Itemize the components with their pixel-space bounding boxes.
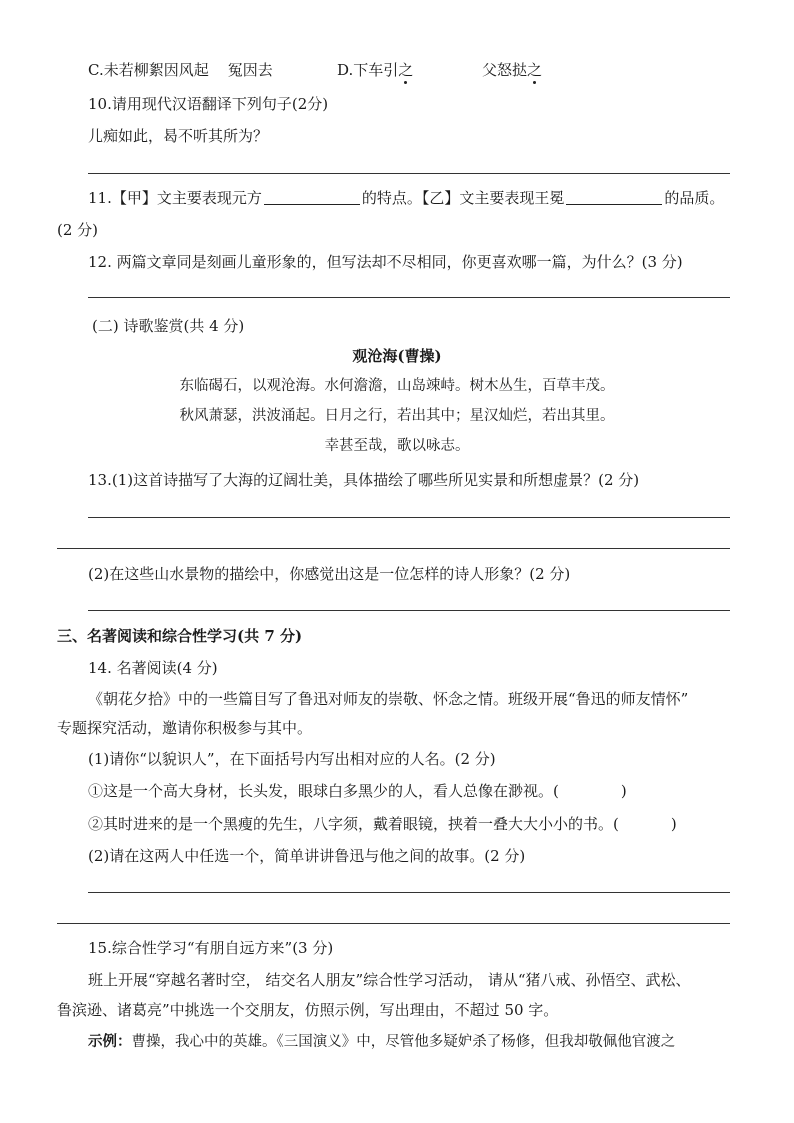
q12-text: 12. 两篇文章同是刻画儿童形象的，但写法却不尽相同，你更喜欢哪一篇，为什么？(3 分) [88, 253, 683, 271]
q9-option-d-dotted-char: 之 [398, 61, 414, 79]
q14-sub2: (2)请在这两人中任选一个，简单讲讲鲁迅与他之间的故事。(2 分) [88, 847, 526, 865]
poem-line-3: 幸甚至哉，歌以咏志。 [324, 438, 470, 454]
q14-answer-line-1[interactable] [88, 892, 730, 893]
poem-title: 观沧海(曹操) [352, 347, 442, 365]
q9-option-d-text: D.下车引 [337, 61, 399, 79]
q15-intro-2: 鲁滨逊、诸葛亮”中挑选一个交朋友，仿照示例，写出理由，不超过 50 字。 [57, 1001, 559, 1019]
q9-option-d-second-text: 父怒挞 [482, 61, 528, 79]
q14-item2 [88, 814, 677, 834]
section3-heading: 三、名著阅读和综合性学习(共 7 分) [57, 627, 303, 645]
q14-intro-1: 《朝花夕拾》中的一些篇目写了鲁迅对师友的崇敬、怀念之情。班级开展“鲁迅的师友情怀” [88, 690, 689, 708]
q13-answer-line-1[interactable] [88, 517, 730, 518]
q14-item2-close-paren: ) [670, 815, 677, 833]
q11-part1: 11.【甲】文主要表现元方 [88, 189, 262, 207]
q11-blank-1[interactable] [264, 189, 360, 205]
q14-answer-line-2[interactable] [57, 923, 730, 924]
q9-option-c-text: C.未若柳絮因风起 [88, 61, 209, 79]
q15-intro-1: 班上开展“穿越名著时空， 结交名人朋友”综合性学习活动， 请从“猪八戒、孙悟空、武松、 [88, 971, 691, 989]
q10-title: 10.请用现代汉语翻译下列句子(2分) [88, 95, 329, 113]
q13-part2: (2)在这些山水景物的描绘中，你感觉出这是一位怎样的诗人形象？(2 分) [88, 565, 571, 583]
q9-option-d-second-dotted-char: 之 [527, 61, 543, 79]
q15-example-label: 示例： [88, 1033, 132, 1050]
q14-intro-2: 专题探究活动，邀请你积极参与其中。 [57, 719, 313, 737]
q15-title: 15.综合性学习“有朋自远方来”(3 分) [88, 939, 334, 957]
q15-example-text: 曹操，我心中的英雄。《三国演义》中，尽管他多疑妒杀了杨修，但我却敬佩他官渡之 [131, 1034, 676, 1050]
q9-option-d-second [482, 60, 542, 80]
poetry-heading: (二) 诗歌鉴赏(共 4 分) [92, 317, 245, 335]
q14-item2-text: ②其时进来的是一个黑瘦的先生，八字须，戴着眼镜，挟着一叠大大小小的书。( [88, 815, 619, 833]
q9-option-d [337, 60, 413, 80]
q14-item1-text: ①这是一个高大身材，长头发，眼球白多黑少的人，看人总像在渺视。( [88, 782, 559, 800]
poem-line-2: 秋风萧瑟，洪波涌起。日月之行，若出其中；星汉灿烂，若出其里。 [179, 408, 615, 424]
q11-score: (2 分) [57, 221, 99, 239]
q13-answer-line-3[interactable] [88, 610, 730, 611]
q11-text [88, 188, 724, 208]
q14-item1-close-paren: ) [620, 782, 627, 800]
q9-option-c-word: 冤因去 [227, 61, 273, 79]
q9-option-c [88, 60, 273, 80]
q14-title: 14. 名著阅读(4 分) [88, 659, 218, 677]
q13-answer-line-2[interactable] [57, 548, 730, 549]
q10-sentence: 儿痴如此，曷不听其所为？ [88, 127, 269, 145]
q10-answer-line[interactable] [88, 173, 730, 174]
q15-example [88, 1032, 675, 1052]
poem-line-1: 东临碣石，以观沧海。水何澹澹，山岛竦峙。树木丛生，百草丰茂。 [179, 378, 615, 394]
q14-sub1: (1)请你“以貌识人”，在下面括号内写出相对应的人名。(2 分) [88, 750, 496, 768]
q11-part2: 的特点。【乙】文主要表现王冕 [361, 189, 565, 207]
q11-blank-2[interactable] [566, 189, 662, 205]
q13-part1: 13.(1)这首诗描写了大海的辽阔壮美，具体描绘了哪些所见实景和所想虚景？(2 分) [88, 471, 640, 489]
q12-answer-line[interactable] [88, 297, 730, 298]
q14-item1 [88, 781, 627, 801]
q11-part3: 的品质。 [664, 189, 725, 207]
